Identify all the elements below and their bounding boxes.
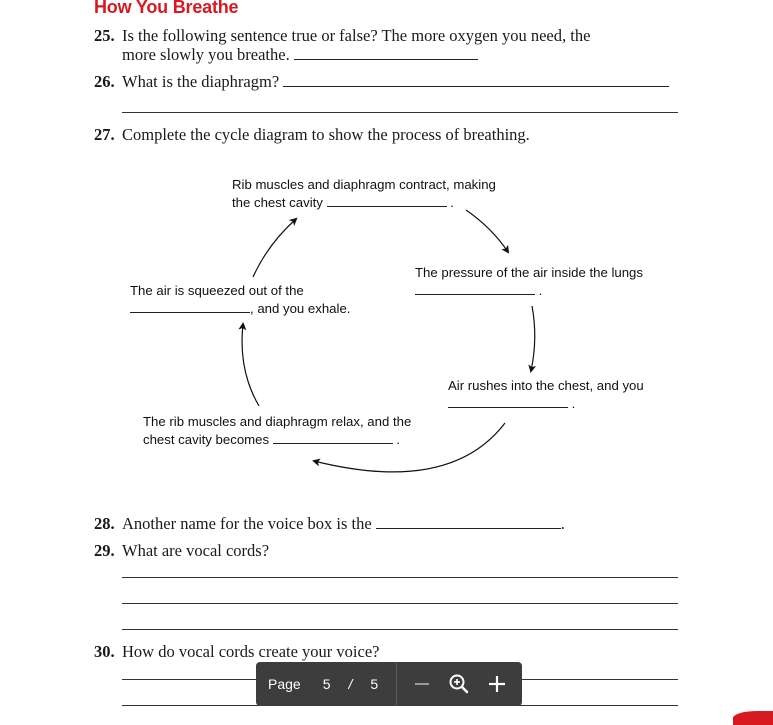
answer-blank-28[interactable] (376, 527, 561, 529)
page-separator: / (348, 676, 353, 692)
question-number: 26. (94, 72, 115, 91)
question-number: 28. (94, 514, 115, 533)
zoom-out-button[interactable] (407, 669, 437, 699)
question-text-cont: more slowly you breathe. (122, 45, 290, 64)
question-number: 27. (94, 125, 115, 144)
zoom-out-icon (413, 675, 431, 693)
current-page-input[interactable]: 5 (322, 676, 331, 692)
step-text: the chest cavity (232, 195, 323, 210)
question-text: What is the diaphragm? (122, 72, 280, 91)
pdf-viewer-toolbar (256, 662, 522, 706)
step-text: The air is squeezed out of the (130, 283, 304, 298)
question-text: Complete the cycle diagram to show the process of breathing. (122, 125, 530, 144)
question-28 (94, 514, 565, 533)
step-text: Air rushes into the chest, and you (448, 378, 644, 393)
question-29 (94, 541, 269, 560)
step-text: The rib muscles and diaphragm relax, and the (143, 414, 412, 429)
question-text: Another name for the voice box is the (122, 514, 372, 533)
total-pages: 5 (370, 676, 379, 692)
zoom-fit-icon (448, 673, 470, 695)
answer-line-29b[interactable] (122, 603, 678, 604)
question-text: Is the following sentence true or false? The more oxygen you need, the (122, 26, 591, 45)
step-punct: . (571, 396, 576, 411)
answer-line-29c[interactable] (122, 629, 678, 630)
arrow-left-top (253, 219, 296, 277)
question-text: What are vocal cords? (122, 541, 270, 560)
zoom-fit-button[interactable] (444, 669, 474, 699)
arrow-top-right (466, 210, 508, 252)
question-text: How do vocal cords create your voice? (122, 642, 380, 661)
step-punct: . (538, 283, 543, 298)
question-number: 25. (94, 26, 115, 45)
page-label: Page (268, 676, 301, 692)
section-heading: How You Breathe (94, 0, 239, 17)
step-text: The pressure of the air inside the lungs (415, 265, 643, 280)
zoom-in-icon (487, 674, 507, 694)
arrow-left-up (242, 324, 259, 406)
step-punct: . (450, 195, 454, 210)
step-text: , and you exhale. (250, 301, 351, 316)
page-corner-decoration (733, 711, 773, 725)
zoom-in-button[interactable] (482, 669, 512, 699)
step-text: chest cavity becomes (143, 432, 270, 447)
page-indicator (256, 662, 397, 706)
step-punct: . (396, 432, 401, 447)
arrow-right-down (531, 306, 535, 371)
question-punct: . (560, 514, 565, 533)
answer-line-29a[interactable] (122, 577, 678, 578)
arrow-bottom-curve (314, 423, 505, 472)
question-number: 30. (94, 642, 115, 661)
question-30 (94, 642, 379, 661)
question-number: 29. (94, 541, 115, 560)
step-text: Rib muscles and diaphragm contract, making (232, 177, 496, 192)
